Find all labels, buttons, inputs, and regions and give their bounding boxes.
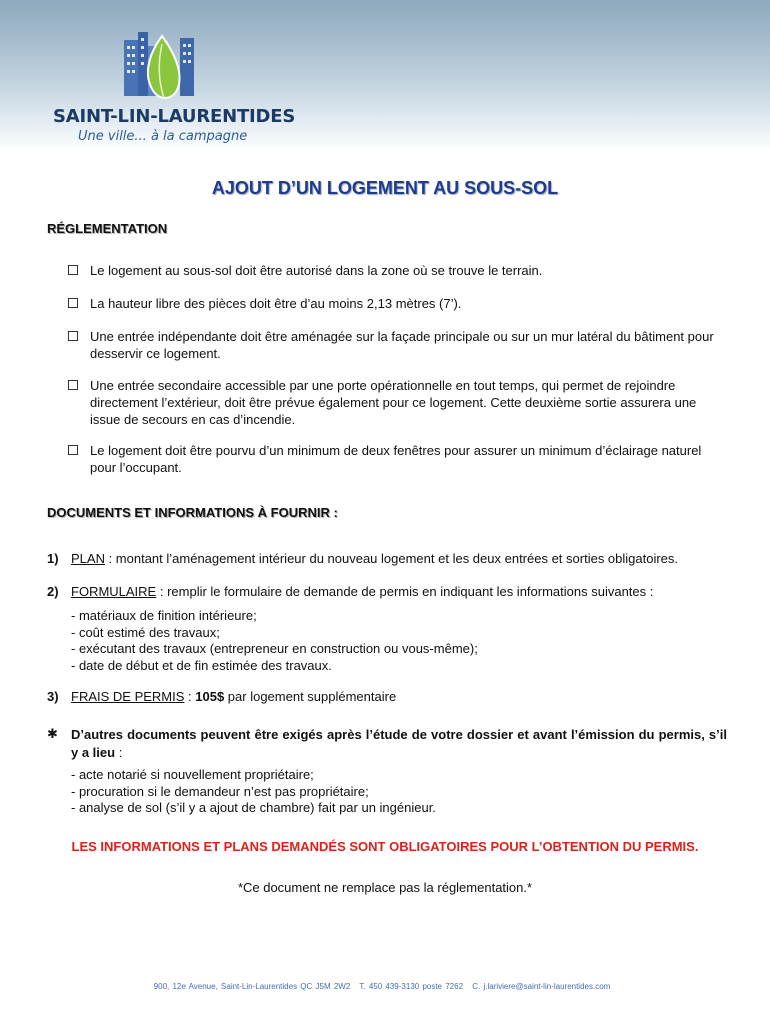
obligatory-warning: LES INFORMATIONS ET PLANS DEMANDÉS SONT OBLIGATOIRES POUR L’OBTENTION DU PERMIS.: [71, 839, 699, 854]
footer: [0, 982, 770, 991]
reglementation-item-text: Une entrée indépendante doit être aménagée sur la façade principale ou sur un mur latéral du bâtiment pour desservir ce logement.: [90, 329, 714, 361]
frais-separator: :: [184, 689, 196, 704]
list-item: - procuration si le demandeur n’est pas propriétaire;: [71, 783, 369, 799]
list-item: - acte notarié si nouvellement propriétaire;: [71, 767, 314, 782]
item-number: 1): [47, 551, 59, 566]
autres-list: [71, 767, 436, 817]
logo-tagline: Une ville... à la campagne: [78, 129, 248, 144]
autres-documents-note: [71, 726, 727, 762]
item-number: 2): [47, 584, 59, 599]
document-title: AJOUT D’UN LOGEMENT AU SOUS-SOL: [211, 178, 559, 198]
formulaire-label: FORMULAIRE: [71, 584, 157, 599]
list-item: - date de début et de fin estimée des travaux.: [71, 657, 332, 673]
list-item: [68, 328, 728, 362]
checkbox-square-icon: [68, 331, 78, 341]
formulaire-list: [71, 608, 478, 674]
list-item: - matériaux de finition intérieure;: [71, 608, 257, 623]
list-item: - analyse de sol (s’il y a ajout de chambre) fait par un ingénieur.: [71, 800, 436, 815]
list-item: - exécutant des travaux (entrepreneur en construction ou vous-même);: [71, 641, 478, 656]
reglementation-item-text: Le logement doit être pourvu d’un minimum de deux fenêtres pour assurer un minimum d’éclairage naturel pour l’occupant.: [90, 443, 702, 475]
checkbox-square-icon: [68, 265, 78, 275]
checkbox-square-icon: [68, 298, 78, 308]
reglementation-item-text: Une entrée secondaire accessible par une porte opérationnelle en tout temps, qui permet de rejoindre directement l’extérieur, doit être prévue également pour ce logement. Cette deuxième sortie assurera une issue de secours en cas d’incendie.: [90, 378, 697, 427]
frais-item: [47, 688, 727, 705]
asterisk-icon: ✱: [47, 726, 58, 741]
list-item: [68, 442, 728, 476]
reglementation-item-text: Le logement au sous-sol doit être autorisé dans la zone où se trouve le terrain.: [90, 263, 543, 278]
autres-bold-text: D’autres documents peuvent être exigés après l’étude de votre dossier et avant l’émission du permis, s’il y a lieu: [71, 727, 727, 760]
formulaire-text: : remplir le formulaire de demande de permis en indiquant les informations suivantes :: [156, 584, 654, 599]
list-item: [68, 262, 728, 279]
footer-email[interactable]: C. j.lariviere@saint-lin-laurentides.com: [472, 982, 611, 991]
plan-text: : montant l’aménagement intérieur du nouveau logement et les deux entrées et sorties obligatoires.: [104, 551, 679, 566]
list-item: [68, 377, 728, 428]
footer-phone: T. 450 439-3130 poste 7262: [359, 982, 464, 991]
logo-name: SAINT-LIN-LAURENTIDES: [53, 106, 296, 127]
frais-text: par logement supplémentaire: [224, 689, 397, 704]
checkbox-square-icon: [68, 380, 78, 390]
plan-item: [47, 550, 727, 567]
city-logo-icon: [118, 32, 202, 104]
list-item: [68, 295, 728, 312]
documents-heading: DOCUMENTS ET INFORMATIONS À FOURNIR :: [47, 505, 338, 520]
frais-amount: 105$: [195, 689, 225, 704]
checkbox-square-icon: [68, 445, 78, 455]
autres-tail: :: [115, 745, 123, 760]
list-item: - coût estimé des travaux;: [71, 624, 220, 640]
frais-label: FRAIS DE PERMIS: [71, 689, 185, 704]
reglementation-item-text: La hauteur libre des pièces doit être d’au moins 2,13 mètres (7’).: [90, 296, 462, 311]
item-number: 3): [47, 689, 59, 704]
formulaire-item: [47, 583, 727, 600]
footer-address: 900, 12e Avenue, Saint-Lin-Laurentides QC J5M 2W2: [153, 982, 351, 991]
plan-label: PLAN: [71, 551, 105, 566]
disclaimer: *Ce document ne remplace pas la réglementation.*: [237, 880, 533, 895]
reglementation-heading: RÉGLEMENTATION: [47, 221, 168, 236]
